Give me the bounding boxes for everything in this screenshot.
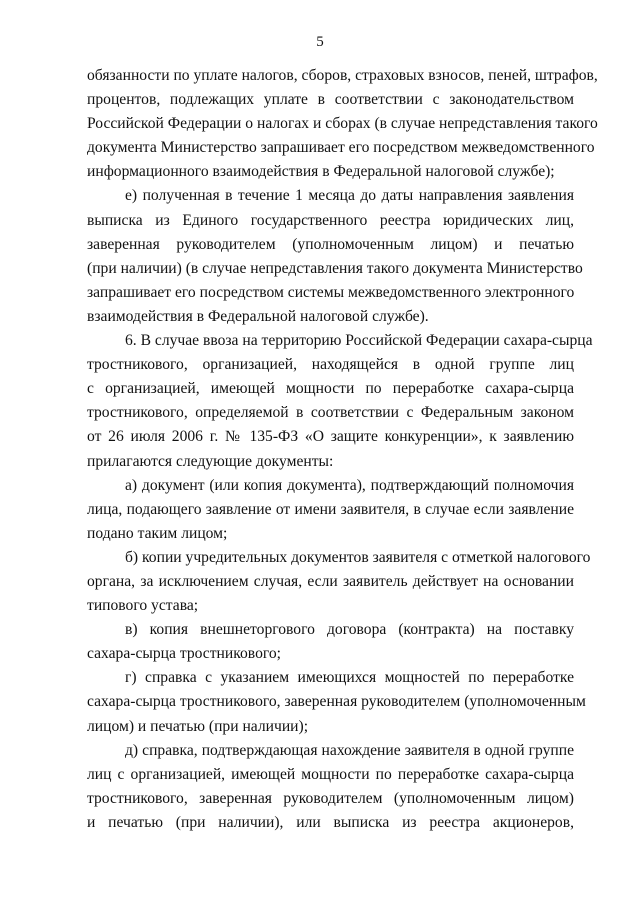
text-line: подано таким лицом; bbox=[87, 524, 228, 542]
text-line: д) справка, подтверждающая нахождение заявителя в одной группе bbox=[125, 741, 574, 759]
text-line: тростникового, организацией, находящейся в одной группе лиц bbox=[87, 356, 574, 374]
text-line: заверенная руководителем (уполномоченным лицом) и печатью bbox=[87, 235, 574, 253]
text-line: с организацией, имеющей мощности по переработке сахара-сырца bbox=[87, 380, 574, 398]
text-line: прилагаются следующие документы: bbox=[87, 452, 334, 470]
text-line: (при наличии) (в случае непредставления такого документа Министерство bbox=[87, 259, 583, 277]
text-line: сахара-сырца тростникового; bbox=[87, 645, 282, 663]
text-line: в) копия внешнеторгового договора (контракта) на поставку bbox=[125, 621, 574, 639]
text-line: сахара-сырца тростникового, заверенная руководителем (уполномоченным bbox=[87, 693, 586, 711]
page-number: 5 bbox=[316, 34, 324, 50]
text-line: обязанности по уплате налогов, сборов, страховых взносов, пеней, штрафов, bbox=[87, 67, 598, 84]
text-line: тростникового, определяемой в соответствии с Федеральным законом bbox=[87, 404, 574, 422]
text-line: запрашивает его посредством системы межведомственного электронного bbox=[87, 283, 575, 301]
text-line: тростникового, заверенная руководителем (уполномоченным лицом) bbox=[87, 789, 574, 807]
text-line: взаимодействия в Федеральной налоговой службе). bbox=[87, 307, 429, 325]
text-line: лица, подающего заявление от имени заявителя, в случае если заявление bbox=[87, 500, 574, 518]
text-line: органа, за исключением случая, если заявитель действует на основании bbox=[87, 572, 574, 590]
text-line: лицом) и печатью (при наличии); bbox=[87, 717, 309, 735]
text-line: лиц с организацией, имеющей мощности по переработке сахара-сырца bbox=[87, 765, 574, 783]
text-line: документа Министерство запрашивает его посредством межведомственного bbox=[87, 139, 595, 157]
text-line: е) полученная в течение 1 месяца до даты направления заявления bbox=[125, 187, 574, 205]
text-line: Российской Федерации о налогах и сборах (в случае непредставления такого bbox=[87, 115, 598, 133]
text-line: от 26 июля 2006 г. № 135-ФЗ «О защите конкуренции», к заявлению bbox=[87, 428, 574, 446]
text-line: г) справка с указанием имеющихся мощностей по переработке bbox=[125, 669, 574, 687]
text-line: б) копии учредительных документов заявителя с отметкой налогового bbox=[125, 548, 591, 566]
text-line: 6. В случае ввоза на территорию Российской Федерации сахара-сырца bbox=[125, 332, 593, 350]
text-line: процентов, подлежащих уплате в соответствии с законодательством bbox=[87, 91, 574, 109]
text-line: а) документ (или копия документа), подтверждающий полномочия bbox=[125, 476, 574, 494]
text-line: выписка из Единого государственного реестра юридических лиц, bbox=[87, 211, 574, 229]
text-line: и печатью (при наличии), или выписка из реестра акционеров, bbox=[87, 813, 574, 831]
document-body bbox=[87, 64, 598, 835]
text-line: типового устава; bbox=[87, 597, 199, 615]
text-line: информационного взаимодействия в Федеральной налоговой службе); bbox=[87, 163, 555, 181]
